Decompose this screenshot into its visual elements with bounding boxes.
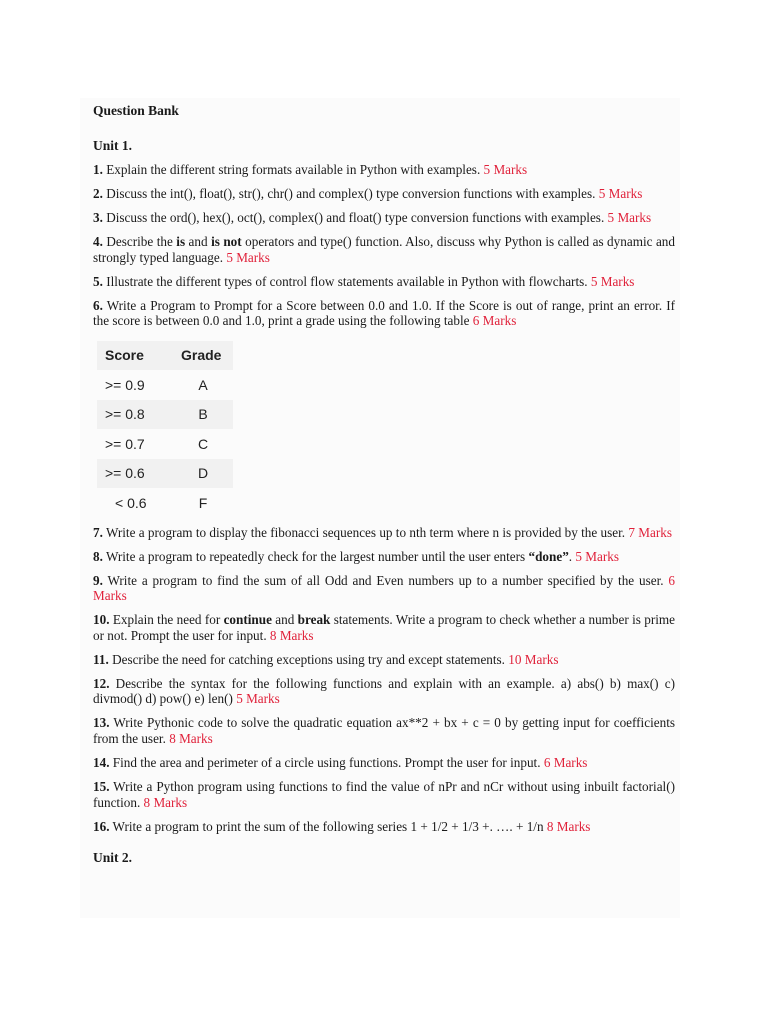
question-text: Write a program to repeatedly check for the largest number until the user enters: [102, 548, 529, 564]
grade-table: [97, 341, 233, 518]
question-text: Write a program to display the fibonacci sequences up to nth term where n is provided by the user.: [102, 524, 629, 540]
question-number: 11.: [93, 651, 109, 667]
marks-label: 6 Marks: [472, 313, 517, 329]
question-2: [93, 186, 675, 202]
question-12: [93, 676, 675, 707]
score-cell: >= 0.7: [105, 435, 145, 452]
grade-cell: B: [173, 400, 233, 430]
table-row: [97, 488, 233, 518]
grade-cell: C: [197, 435, 209, 452]
question-text: Write a program to find the sum of all Odd and Even numbers up to a number specified by the user.: [102, 572, 669, 588]
keyword-done: “done”: [528, 548, 569, 564]
question-text: and: [185, 233, 212, 249]
keyword-is: is: [176, 233, 186, 249]
marks-label: 8 Marks: [269, 627, 314, 643]
marks-label: 6 Marks: [543, 754, 588, 770]
marks-label: 8 Marks: [546, 818, 591, 834]
question-7: [93, 525, 675, 541]
question-number: 8.: [93, 548, 103, 564]
marks-label: 5 Marks: [483, 162, 528, 177]
question-11: [93, 652, 675, 668]
marks-label: 5 Marks: [607, 209, 652, 225]
question-number: 2.: [93, 185, 103, 201]
question-text: Explain the need for: [109, 612, 224, 628]
question-4: [93, 234, 675, 265]
question-text: .: [568, 548, 576, 564]
question-text: Describe the syntax for the following functions and explain with an example. a) abs() b) max() c) divmod() d) pow() e) len(): [93, 675, 675, 707]
unit-heading-1: Unit 1.: [93, 138, 133, 153]
question-9: [93, 573, 675, 604]
unit-heading-2: Unit 2.: [93, 850, 133, 866]
grade-cell: A: [198, 376, 208, 393]
score-cell: >= 0.6: [97, 459, 173, 489]
question-number: 9.: [93, 572, 103, 588]
table-row: [97, 429, 233, 459]
column-header-grade: Grade: [173, 341, 233, 371]
question-5: [93, 274, 675, 290]
question-16: [93, 819, 675, 835]
grade-cell: F: [198, 494, 208, 511]
question-text: Write a program to print the sum of the following series 1 + 1/2 + 1/3 +. …. + 1/n: [109, 818, 547, 834]
question-number: 3.: [93, 209, 103, 225]
keyword-continue: continue: [223, 612, 272, 628]
question-text: Describe the: [102, 233, 177, 249]
question-text: Describe the need for catching exceptions using try and except statements.: [108, 651, 509, 667]
question-1: [93, 162, 675, 178]
grade-cell: D: [173, 459, 233, 489]
marks-label: 5 Marks: [598, 185, 643, 201]
question-number: 6.: [93, 297, 103, 313]
question-13: [93, 715, 675, 746]
question-text: Illustrate the different types of control flow statements available in Python with flowcharts.: [102, 273, 591, 289]
column-header-score: Score: [97, 341, 173, 371]
question-text: Find the area and perimeter of a circle using functions. Prompt the user for input.: [109, 754, 544, 770]
marks-label: 8 Marks: [169, 730, 213, 746]
question-text: Write a Program to Prompt for a Score between 0.0 and 1.0. If the Score is out of range, print an error. If the score is between 0.0 and 1.0, print a grade using the following table: [93, 297, 675, 329]
table-row: [97, 400, 233, 430]
marks-label: 7 Marks: [628, 524, 672, 540]
question-number: 10.: [93, 612, 110, 628]
page-title: Question Bank: [93, 103, 179, 118]
question-number: 13.: [93, 715, 110, 731]
question-number: 7.: [93, 524, 103, 540]
question-text: operators and type() function. Also, discuss why Python is called as dynamic and strongly typed language.: [93, 233, 675, 265]
score-cell: >= 0.9: [105, 376, 145, 393]
question-text: Discuss the ord(), hex(), oct(), complex() and float() type conversion functions with examples.: [102, 209, 608, 225]
grade-table-header: [97, 341, 233, 371]
question-text: Explain the different string formats available in Python with examples.: [102, 162, 484, 177]
marks-label: 5 Marks: [575, 548, 619, 564]
marks-label: 10 Marks: [508, 651, 559, 667]
score-cell: < 0.6: [115, 494, 147, 511]
question-14: [93, 755, 675, 771]
question-6: [93, 298, 675, 329]
marks-label: 8 Marks: [143, 794, 188, 810]
question-10: [93, 612, 675, 643]
content: [93, 102, 675, 866]
keyword-is-not: is not: [211, 233, 242, 249]
score-cell: >= 0.8: [97, 400, 173, 430]
question-text: statements. Write a program to check whether a number is prime or not. Prompt the user for input.: [93, 612, 676, 643]
keyword-break: break: [297, 612, 331, 628]
question-number: 14.: [93, 754, 110, 770]
question-3: [93, 210, 675, 226]
question-number: 16.: [93, 818, 110, 834]
question-8: [93, 549, 675, 565]
marks-label: 5 Marks: [236, 691, 280, 707]
question-text: Discuss the int(), float(), str(), chr() and complex() type conversion functions with examples.: [102, 185, 599, 201]
marks-label: 6 Marks: [93, 572, 675, 604]
question-number: 5.: [93, 273, 103, 289]
table-row: [97, 459, 233, 489]
marks-label: 5 Marks: [226, 249, 270, 265]
question-text: Write Pythonic code to solve the quadratic equation ax**2 + bx + c = 0 by getting input for coefficients from the user.: [93, 715, 675, 746]
question-number: 12.: [93, 675, 110, 691]
question-text: and: [271, 612, 298, 628]
question-number: 15.: [93, 778, 110, 794]
question-15: [93, 779, 675, 810]
table-row: [97, 370, 233, 400]
question-text: Write a Python program using functions to find the value of nPr and nCr without using inbuilt factorial() function.: [93, 778, 675, 810]
question-number: 4.: [93, 233, 103, 249]
marks-label: 5 Marks: [590, 273, 635, 289]
question-number: 1.: [93, 162, 103, 177]
